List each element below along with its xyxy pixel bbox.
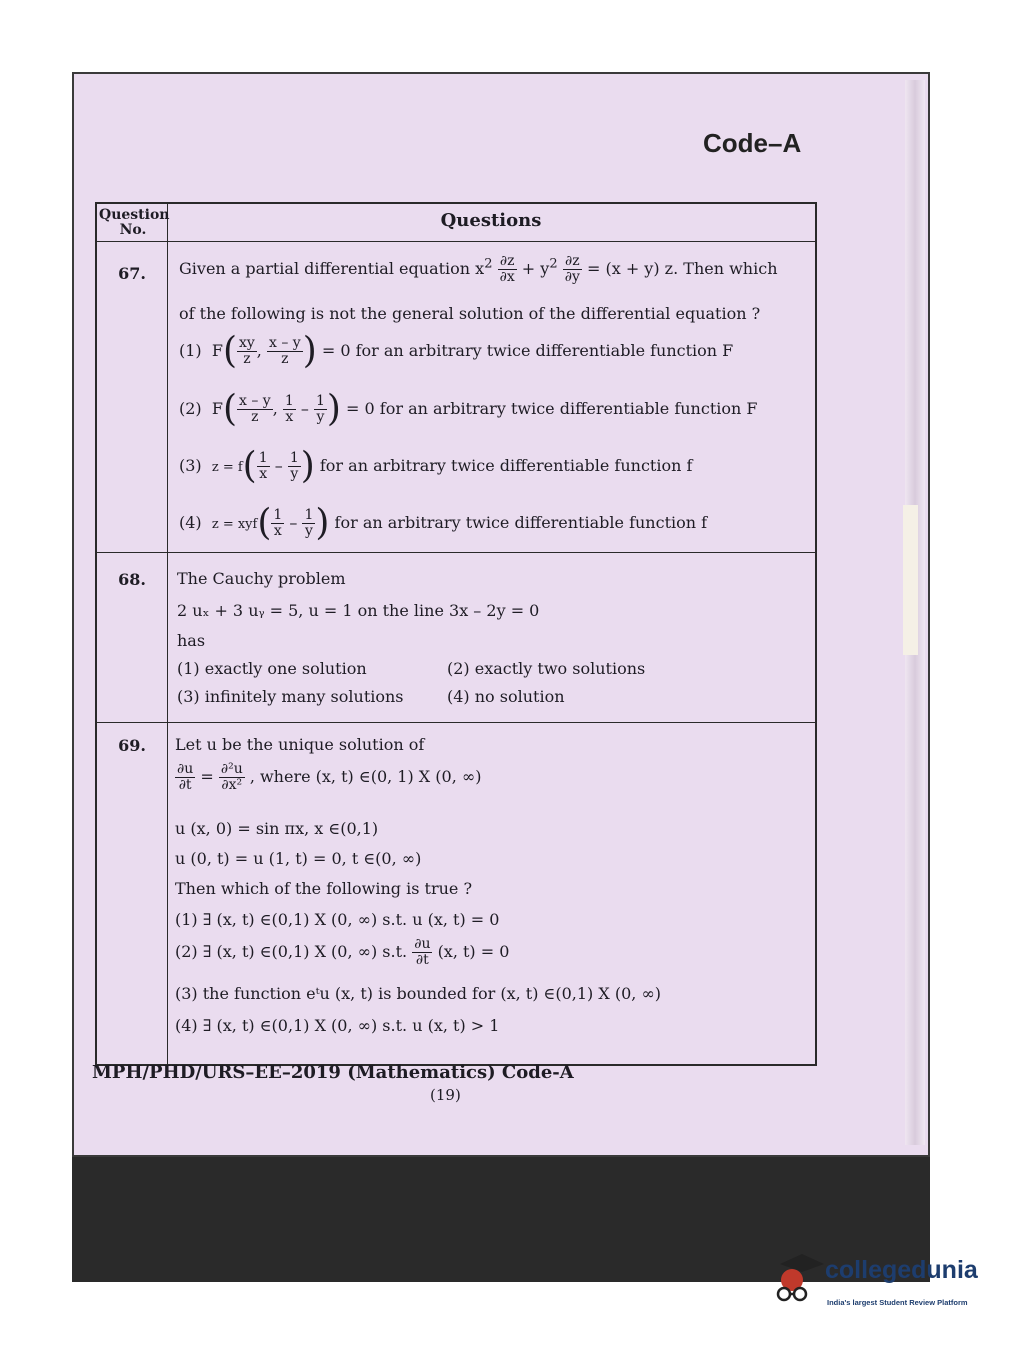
dz-dx: $\frac{\partial z}{\partial x}$ <box>499 253 515 285</box>
collegedunia-logo[interactable] <box>770 1250 1000 1310</box>
q67-stem-b: = (x + y) z. Then which <box>586 259 778 278</box>
q67-option-2: (2) F( $\frac{x - y}{z}$ , $\frac{1}{x}$ – $\frac{1}{y}$ ) = 0 for an arbitrary twice differentiable function F <box>179 388 758 430</box>
q69-option-2-text: (2) ∃ (x, t) ∈(0,1) X (0, ∞) s.t. <box>175 942 408 961</box>
question-number-69: 69. <box>118 736 146 755</box>
q69-option-4: (4) ∃ (x, t) ∈(0,1) X (0, ∞) s.t. u (x, t) > 1 <box>175 1016 500 1035</box>
q68-line-3: has <box>177 631 206 650</box>
q69-option-1: (1) ∃ (x, t) ∈(0,1) X (0, ∞) s.t. u (x, t) = 0 <box>175 910 500 929</box>
footer-title: MPH/PHD/URS–EE–2019 (Mathematics) Code-A <box>92 1062 574 1083</box>
q68-option-3: (3) infinitely many solutions <box>177 687 404 706</box>
row-divider <box>97 722 815 723</box>
row-divider <box>97 241 815 242</box>
q67-option-1: (1) F( $\frac{xy}{z}$ , $\frac{x - y}{z}$ ) = 0 for an arbitrary twice differentiable function F <box>179 330 734 372</box>
question-number-68: 68. <box>118 570 146 589</box>
q69-line-5: Then which of the following is true ? <box>175 879 473 898</box>
d2u-dx2: $\frac{\text{∂²u}}{\text{∂x²}}$ <box>220 761 243 793</box>
questions-table <box>95 202 817 1066</box>
q67-option-4-text: for an arbitrary twice differentiable function f <box>334 513 708 532</box>
q67-stem-c: of the following is not the general solution of the differential equation ? <box>179 304 761 323</box>
q68-option-1: (1) exactly one solution <box>177 659 367 678</box>
row-divider <box>97 552 815 553</box>
q68-option-2: (2) exactly two solutions <box>447 659 646 678</box>
q67-option-4: (4) z = xyf( $\frac{1}{x}$ – $\frac{1}{y}$ ) for an arbitrary twice differentiable function f <box>179 502 708 544</box>
q69-option-3: (3) the function eᵗu (x, t) is bounded for (x, t) ∈(0,1) X (0, ∞) <box>175 984 662 1003</box>
q69-line-1: Let u be the unique solution of <box>175 735 425 754</box>
q67-stem: Given a partial differential equation $x^2$ $\frac{\partial z}{\partial x}$ + $y^2$ $\frac{\partial z}{\partial y}$ = (x + y) z. Then which <box>179 253 778 285</box>
header-questions: Questions <box>440 210 542 231</box>
q69-line-4: u (0, t) = u (1, t) = 0, t ∈(0, ∞) <box>175 849 422 868</box>
q67-option-1-text: = 0 for an arbitrary twice differentiable function F <box>321 341 734 360</box>
du-dt-option: $\frac{\partial u}{\partial t}$ <box>414 936 431 968</box>
q67-stem-a: Given a partial differential equation x <box>179 259 485 278</box>
code-label: Code–A <box>703 128 802 158</box>
du-dt: $\frac{\partial u}{\partial t}$ <box>177 761 194 793</box>
question-number-67: 67. <box>118 264 146 283</box>
q67-option-2-text: = 0 for an arbitrary twice differentiable function F <box>346 399 758 418</box>
q69-line-3: u (x, 0) = sin πx, x ∈(0,1) <box>175 819 379 838</box>
q69-pde-domain: , where (x, t) ∈(0, 1) X (0, ∞) <box>249 767 482 786</box>
binding-strip <box>903 505 918 655</box>
q68-line-2: 2 uₓ + 3 uᵧ = 5, u = 1 on the line 3x – 2y = 0 <box>177 601 540 620</box>
dz-dy: $\frac{\partial z}{\partial y}$ <box>564 253 580 285</box>
header-question-no: Question No. <box>99 207 170 238</box>
q69-option-2 <box>175 937 509 968</box>
q67-option-3: (3) z = f( $\frac{1}{x}$ – $\frac{1}{y}$ ) for an arbitrary twice differentiable function f <box>179 445 693 487</box>
q69-pde: $\frac{\partial u}{\partial t}$ = $\frac{\text{∂²u}}{\text{∂x²}}$ , where (x, t) ∈(0, 1) X (0, ∞) <box>177 761 482 793</box>
student-mascot-icon <box>770 1250 826 1310</box>
q68-line-1: The Cauchy problem <box>177 569 346 588</box>
page-number: (19) <box>430 1086 461 1104</box>
q69-option-2-tail: (x, t) = 0 <box>437 942 510 961</box>
q68-option-4: (4) no solution <box>447 687 565 706</box>
column-divider <box>167 204 168 1064</box>
logo-wordmark: collegedunia <box>825 1256 978 1284</box>
logo-tagline: India's largest Student Review Platform <box>827 1298 968 1307</box>
q67-option-3-text: for an arbitrary twice differentiable function f <box>319 456 693 475</box>
